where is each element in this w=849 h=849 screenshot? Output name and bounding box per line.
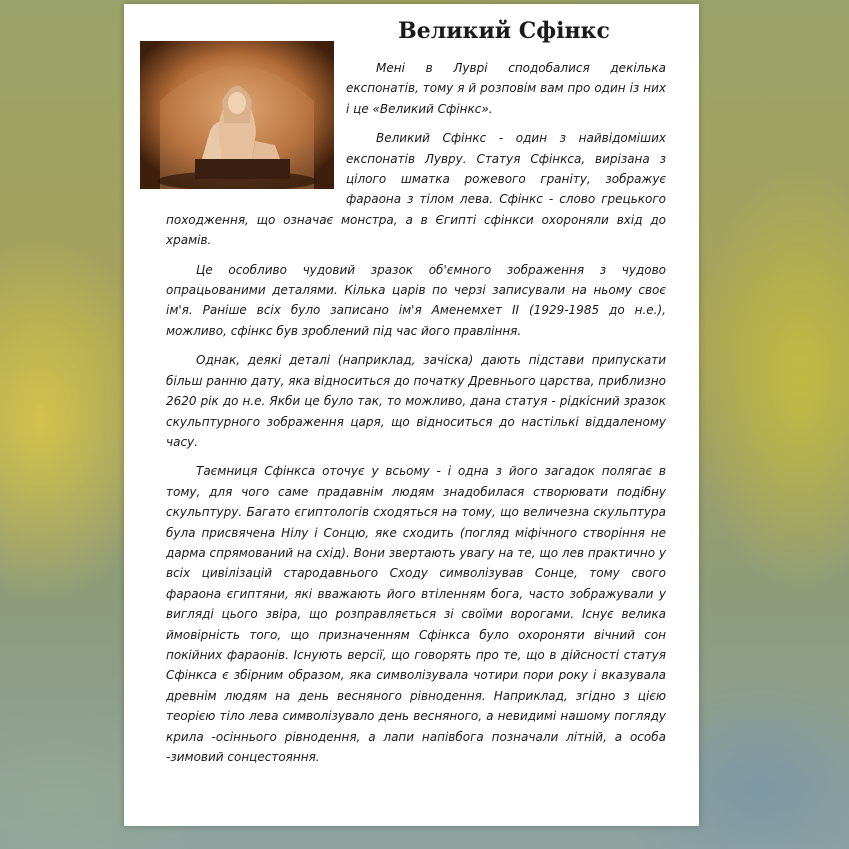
paragraph: Мені в Луврі сподобалися декілька експонатів, тому я й розповім вам про один із них і це «Великий Сфінкс». <box>346 61 666 116</box>
image-spacer <box>166 58 346 190</box>
page-title: Великий Сфінкс <box>398 18 610 44</box>
paragraph: Це особливо чудовий зразок об'ємного зображення з чудово опрацьованими деталями. Кілька царів по черзі записували на ньому своє ім'я. Раніше всіх було записано ім'я Аменемхет II (1929-1985 до н.е.), можливо, сфінкс був зроблений під час його правління. <box>166 262 666 338</box>
paragraph: Таємниця Сфінкса оточує у всьому - і одна з його загадок полягає в тому, для чого саме прадавнім людям знадобилася створювати подібну скульптуру. Багато єгиптологів сходяться на тому, що величезна скульптура була присвячена Нілу і Сонцю, яке сходить (погляд міфічного створіння не дарма спрямований на схід). Вони звертають увагу на те, що лев практично у всіх цивілізацій стародавнього Сходу символізував Сонце, тому свого фараона єгиптяни, які вважають його втіленням бога, часто зображували у вигляді цього звіра, що розправляється зі своїми ворогами. Існує велика ймовірність того, що призначенням Сфінкса було охороняти вічний сон покійних фараонів. Існують версії, що говорять про те, що в дійсності статуя Сфінкса є збірним образом, яка символізувала чотири пори року і вказувала древнім людям на день весняного рівнодення. Наприклад, згідно з цією теорією тіло лева символізувало день весняного, а невидимі нашому погляду крила -осіннього рівнодення, а лапи напівбога позначали літній, а особа -зимовий сонцестояння. <box>166 464 666 764</box>
paragraph: Однак, деякі деталі (наприклад, зачіска) дають підстави припускати більш ранню дату, яка відноситься до початку Древнього царства, приблизно 2620 рік до н.е. Якби це було так, то можливо, дана статуя - рідкісний зразок скульптурного зображення царя, що відноситься до настількі віддаленому часу. <box>166 353 666 449</box>
article-body <box>166 58 666 776</box>
paragraph: Великий Сфінкс - один з найвідоміших експонатів Лувру. Статуя Сфінкса, вирізана з цілого шматка рожевого граніту, зображує фараона з тілом лева. Сфінкс - слово грецького походження, що означає монстра, а в Єгипті сфінкси охороняли вхід до храмів. <box>166 131 666 248</box>
document-page <box>124 4 699 826</box>
